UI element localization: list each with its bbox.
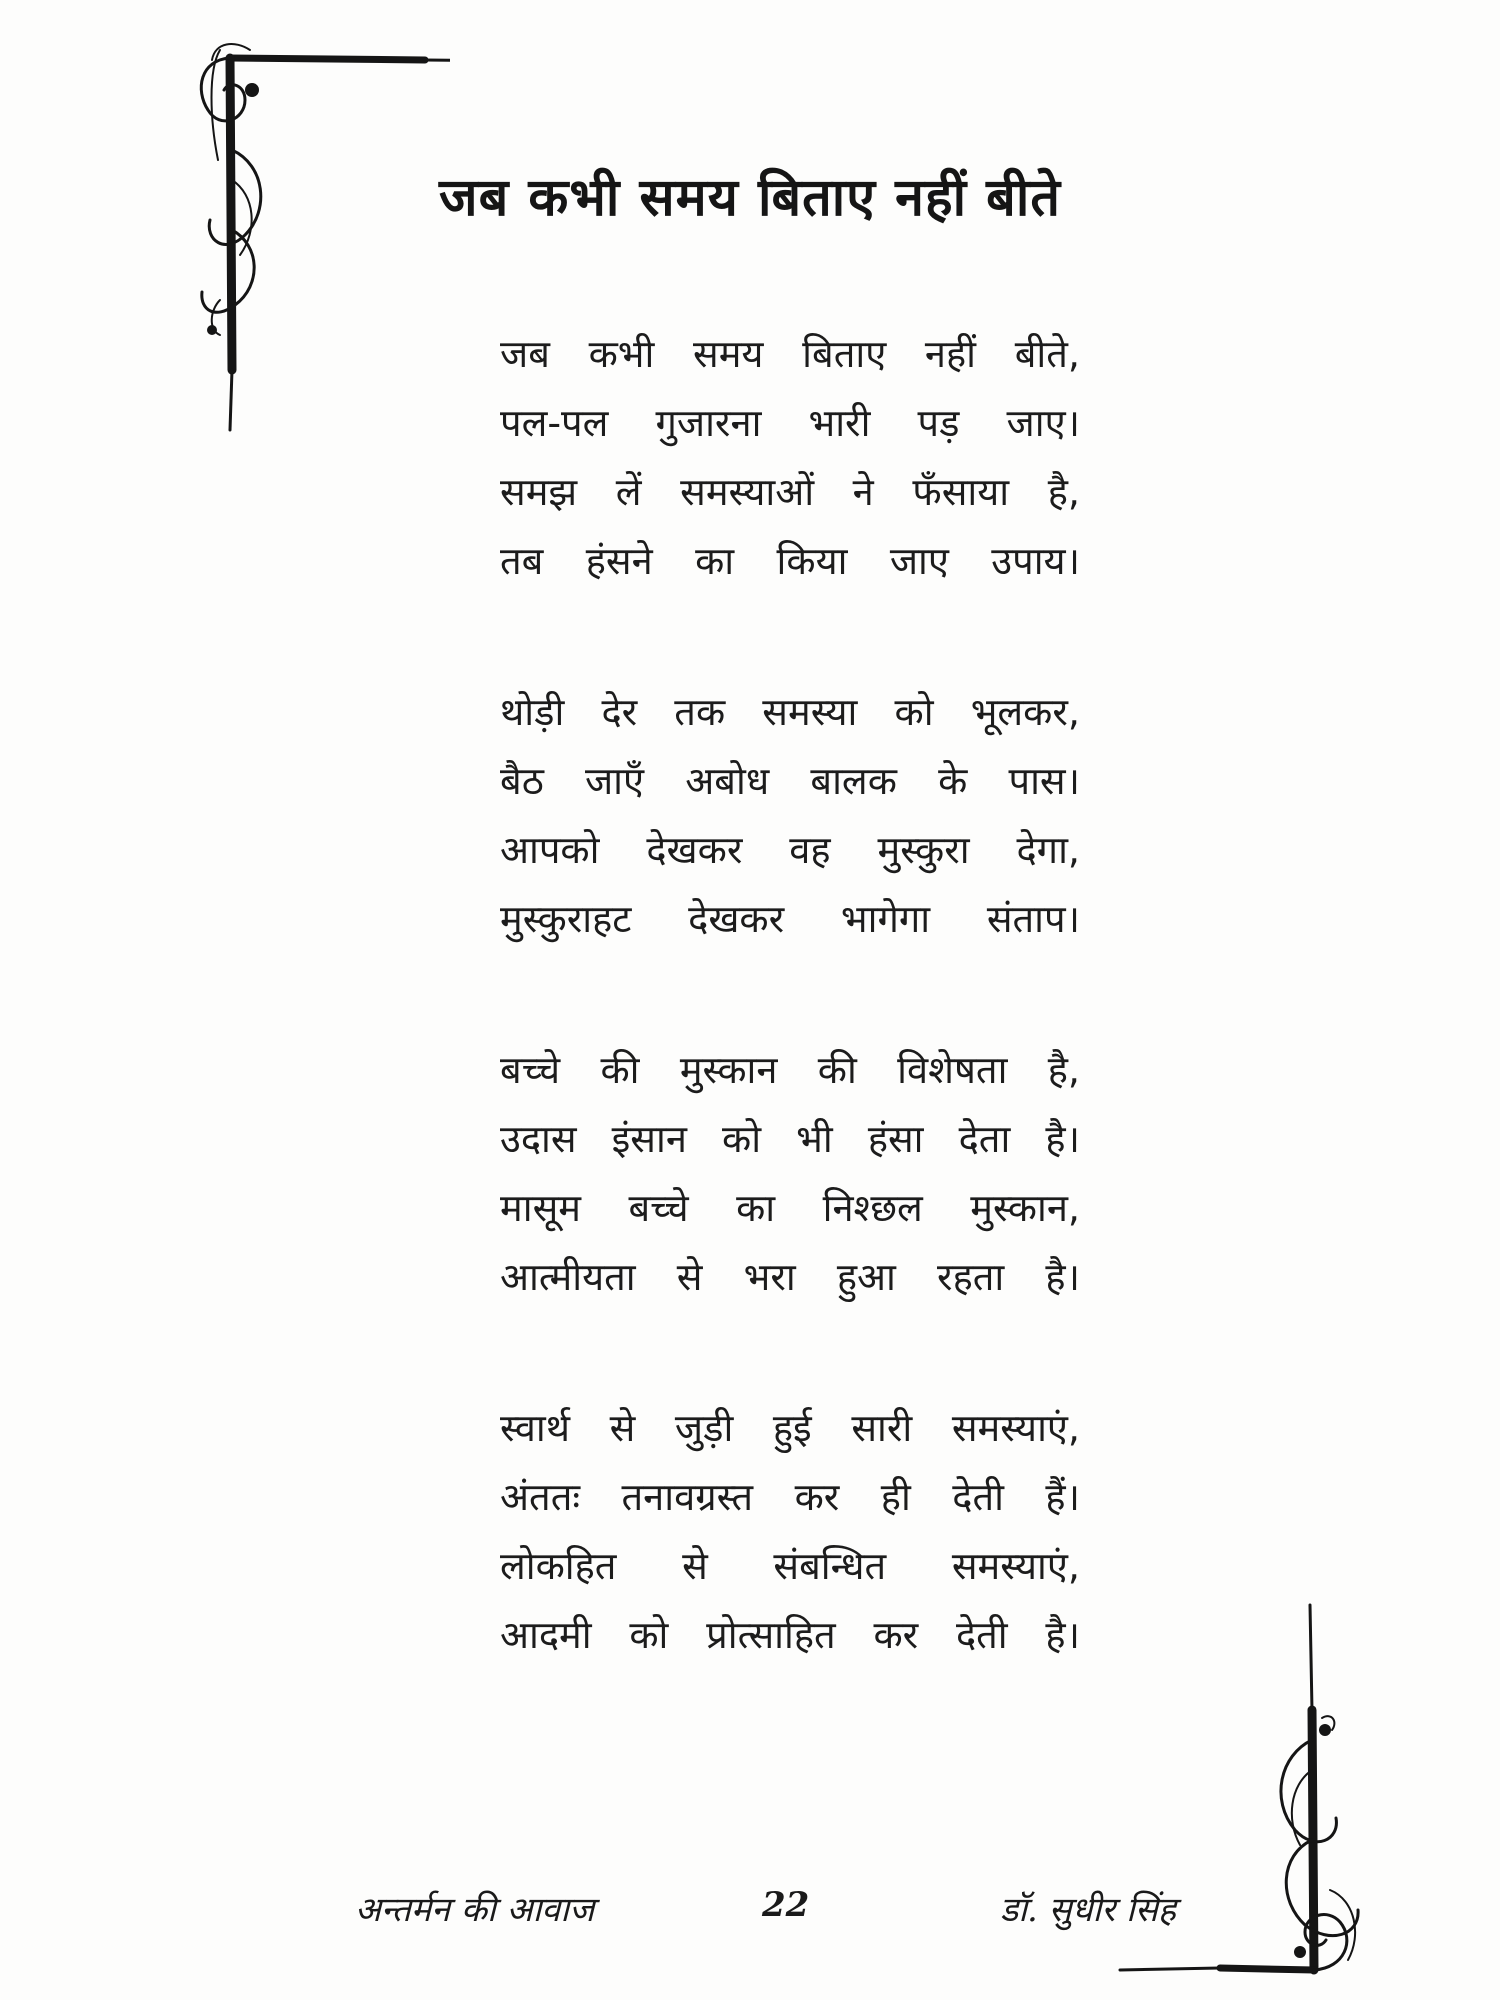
footer-book-title: अन्तर्मन की आवाज (355, 1890, 595, 1930)
poem-line: मुस्कुराहट देखकर भागेगा संताप। (500, 897, 1080, 941)
poem-line: समझ लें समस्याओं ने फँसाया है, (500, 470, 1080, 514)
poem-line: बैठ जाएँ अबोध बालक के पास। (500, 759, 1080, 803)
poem-line: तब हंसने का किया जाए उपाय। (500, 539, 1080, 583)
poem-body (500, 320, 1080, 1752)
poem-line: अंततः तनावग्रस्त कर ही देती हैं। (500, 1475, 1080, 1519)
poem-line: पल-पल गुजारना भारी पड़ जाए। (500, 401, 1080, 445)
stanza-3 (500, 1036, 1080, 1312)
poem-line: थोड़ी देर तक समस्या को भूलकर, (500, 690, 1080, 734)
corner-flourish-top-left-icon (190, 30, 450, 450)
stanza-1 (500, 320, 1080, 596)
stanza-4 (500, 1394, 1080, 1670)
footer-author: डॉ. सुधीर सिंह (1000, 1890, 1176, 1930)
poem-title: जब कभी समय बिताए नहीं बीते (439, 168, 1061, 228)
poem-line: मासूम बच्चे का निश्छल मुस्कान, (500, 1186, 1080, 1230)
poem-line: आपको देखकर वह मुस्कुरा देगा, (500, 828, 1080, 872)
page-number: 22 (762, 1885, 810, 1925)
stanza-2 (500, 678, 1080, 954)
poem-line: उदास इंसान को भी हंसा देता है। (500, 1117, 1080, 1161)
poem-line: बच्चे की मुस्कान की विशेषता है, (500, 1048, 1080, 1092)
poem-line: जब कभी समय बिताए नहीं बीते, (500, 332, 1080, 376)
poem-line: आदमी को प्रोत्साहित कर देती है। (500, 1613, 1080, 1657)
poem-line: लोकहित से संबन्धित समस्याएं, (500, 1544, 1080, 1588)
poem-line: स्वार्थ से जुड़ी हुई सारी समस्याएं, (500, 1406, 1080, 1450)
poem-line: आत्मीयता से भरा हुआ रहता है। (500, 1255, 1080, 1299)
